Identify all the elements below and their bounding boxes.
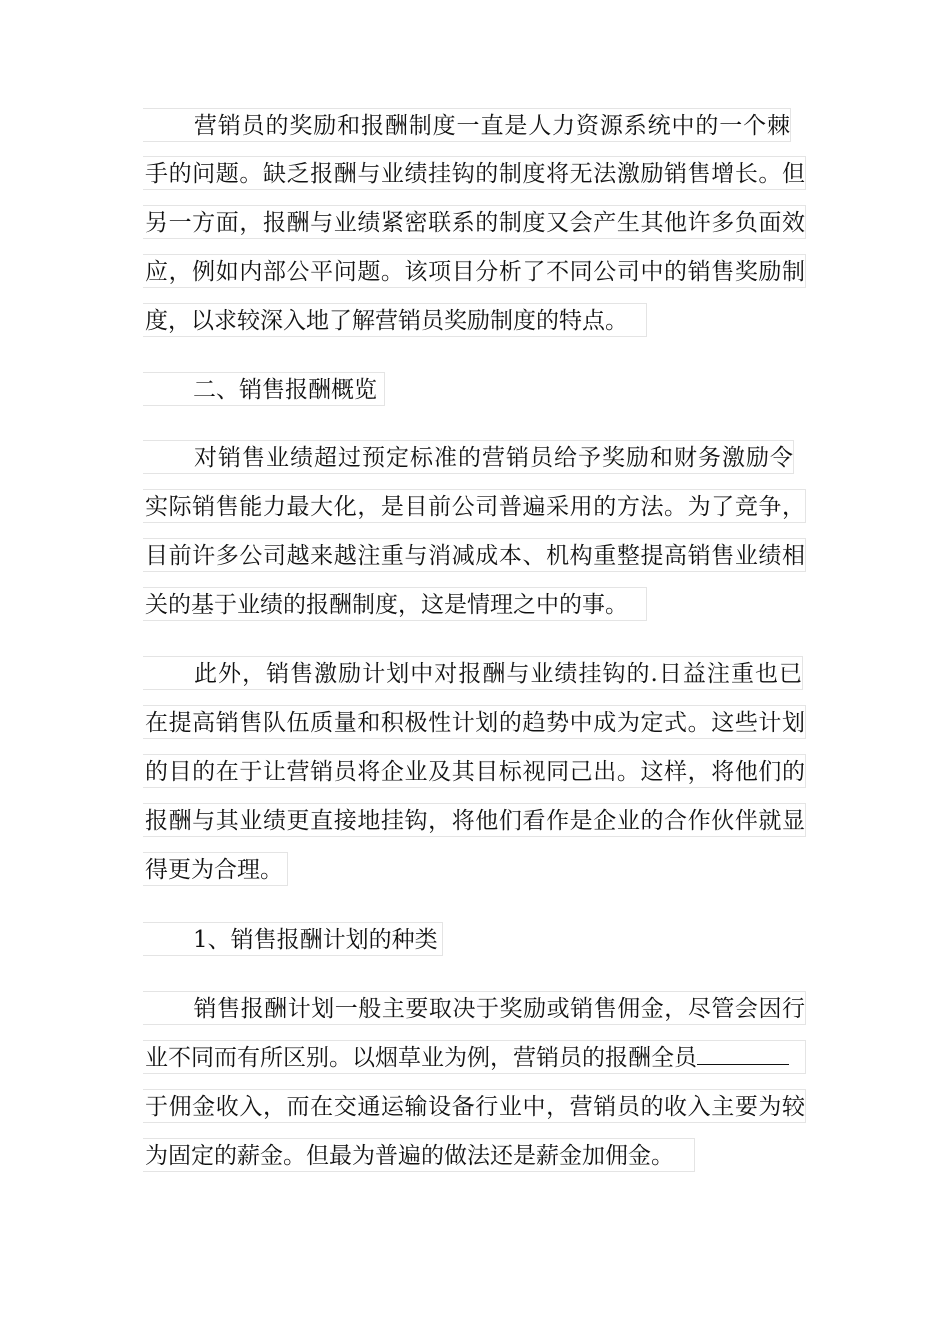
paragraph-3-line-4: 报酬与其业绩更直接地挂钩，将他们看作是企业的合作伙伴就显	[143, 803, 806, 837]
paragraph-3-line-5: 得更为合理。	[143, 852, 288, 886]
paragraph-1-line-5: 度，以求较深入地了解营销员奖励制度的特点。	[143, 303, 647, 337]
paragraph-4-line-4: 为固定的薪金。但最为普遍的做法还是薪金加佣金。	[143, 1138, 695, 1172]
paragraph-3-line-2: 在提高销售队伍质量和积极性计划的趋势中成为定式。这些计划	[143, 705, 806, 739]
section-heading-sales-compensation-overview: 二、销售报酬概览	[143, 372, 385, 406]
paragraph-3-line-3: 的目的在于让营销员将企业及其目标视同己出。这样，将他们的	[143, 754, 806, 788]
paragraph-2-line-1: 对销售业绩超过预定标准的营销员给予奖励和财务激励令	[143, 440, 794, 474]
paragraph-2-line-2: 实际销售能力最大化，是目前公司普遍采用的方法。为了竞争，	[143, 489, 806, 523]
section-heading-compensation-plan-types: 1、销售报酬计划的种类	[143, 922, 443, 956]
paragraph-4-line-2: 业不同而有所区别。以烟草业为例，营销员的报酬全员	[143, 1040, 806, 1074]
paragraph-2-line-4: 关的基于业绩的报酬制度，这是情理之中的事。	[143, 587, 647, 621]
paragraph-4-line-3: 于佣金收入，而在交通运输设备行业中，营销员的收入主要为较	[143, 1089, 806, 1123]
paragraph-4-line-1: 销售报酬计划一般主要取决于奖励或销售佣金，尽管会因行	[143, 991, 806, 1025]
paragraph-3-line-1: 此外，销售激励计划中对报酬与业绩挂钩的.日益注重也已	[143, 656, 803, 690]
paragraph-2-line-3: 目前许多公司越来越注重与消减成本、机构重整提高销售业绩相	[143, 538, 806, 572]
paragraph-1-line-1: 营销员的奖励和报酬制度一直是人力资源系统中的一个棘	[143, 108, 791, 142]
paragraph-1-line-3: 另一方面，报酬与业绩紧密联系的制度又会产生其他许多负面效	[143, 205, 806, 239]
paragraph-1-line-2: 手的问题。缺乏报酬与业绩挂钩的制度将无法激励销售增长。但	[143, 156, 806, 190]
paragraph-1-line-4: 应，例如内部公平问题。该项目分析了不同公司中的销售奖励制	[143, 254, 806, 288]
fill-in-blank	[697, 1042, 789, 1065]
